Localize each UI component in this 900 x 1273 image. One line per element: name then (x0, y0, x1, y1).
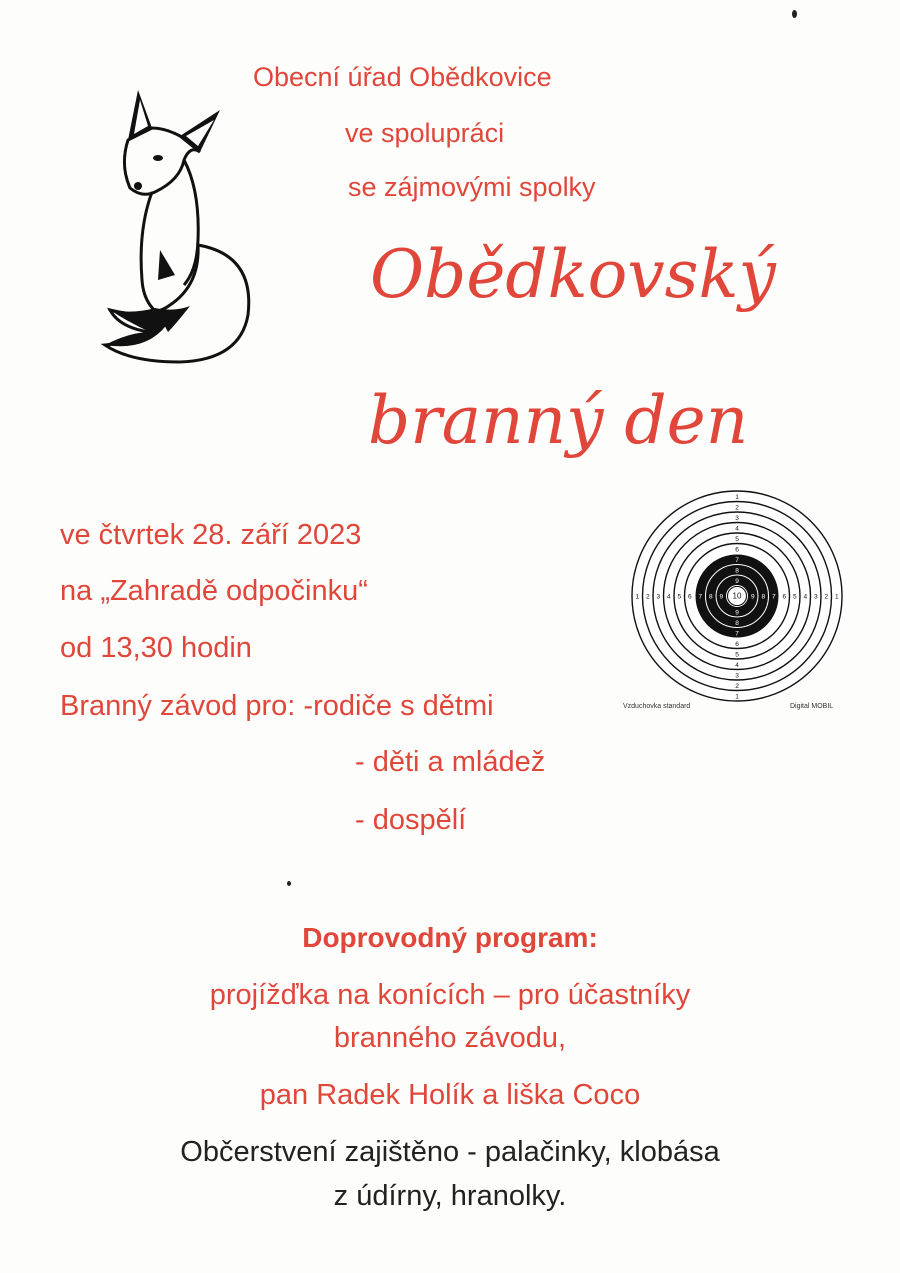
target-ring-number: 5 (677, 593, 682, 601)
program-heading: Doprovodný program: (302, 922, 598, 953)
target-ring-number: 2 (824, 593, 829, 601)
target-ring-number: 6 (782, 593, 787, 601)
event-date: ve čtvrtek 28. září 2023 (60, 519, 362, 551)
target-ring-number: 8 (708, 593, 713, 601)
target-ring-number: 9 (735, 577, 739, 585)
target-ring-number: 4 (803, 593, 808, 601)
target-ring-number: 6 (687, 593, 692, 601)
target-caption-right: Digital MOBIL (790, 703, 834, 710)
target-ring-number: 7 (735, 556, 739, 564)
refreshments-line-1: Občerstvení zajištěno - palačinky, klobása (180, 1136, 720, 1168)
target-ring-number: 8 (761, 593, 766, 601)
target-ring-number: 10 (732, 591, 742, 601)
program-line-2: branného závodu, (333, 1022, 567, 1054)
target-ring-number: 3 (656, 593, 661, 601)
target-ring-number: 2 (735, 504, 739, 512)
target-ring-number: 1 (635, 593, 640, 601)
event-title-line1: Obědkovský (370, 236, 776, 313)
target-ring-number: 6 (735, 546, 739, 554)
program-line-3: pan Radek Holík a liška Coco (259, 1079, 641, 1111)
cooperation-line: ve spolupráci (345, 118, 505, 148)
race-group-youth: - děti a mládež (355, 746, 546, 778)
fox-illustration (80, 70, 280, 380)
target-ring-number: 1 (735, 493, 739, 501)
event-place: na „Zahradě odpočinku“ (60, 575, 368, 607)
scan-speck (792, 10, 797, 18)
target-ring-number: 5 (735, 535, 739, 543)
target-ring-number: 2 (645, 593, 650, 601)
target-ring-number: 5 (792, 593, 797, 601)
target-ring-number: 9 (719, 593, 724, 601)
target-ring-number: 5 (735, 651, 739, 659)
target-ring-number: 1 (834, 593, 839, 601)
scan-speck (287, 881, 291, 886)
race-group-adults: - dospělí (355, 804, 467, 836)
program-line-1: projížďka na konících – pro účastníky (209, 979, 691, 1011)
target-ring-number: 3 (735, 514, 739, 522)
target-caption-left: Vzduchovka standard (623, 703, 691, 710)
organizer-line: Obecní úřad Obědkovice (253, 62, 552, 92)
target-ring-number: 8 (735, 619, 739, 627)
target-ring-number: 8 (735, 567, 739, 575)
target-ring-number: 4 (735, 525, 739, 533)
target-ring-number: 4 (666, 593, 671, 601)
target-ring-number: 7 (698, 593, 703, 601)
target-ring-number: 9 (750, 593, 755, 601)
target-ring-number: 4 (735, 661, 739, 669)
event-time: od 13,30 hodin (60, 632, 252, 664)
target-ring-number: 2 (735, 682, 739, 690)
target-ring-number: 7 (771, 593, 776, 601)
associations-line: se zájmovými spolky (348, 172, 596, 202)
target-ring-number: 3 (813, 593, 818, 601)
race-intro: Branný závod pro: -rodiče s dětmi (60, 690, 494, 722)
target-ring-number: 9 (735, 609, 739, 617)
refreshments-line-2: z údírny, hranolky. (333, 1180, 567, 1212)
target-ring-number: 6 (735, 640, 739, 648)
shooting-target (625, 490, 855, 715)
target-ring-number: 7 (735, 630, 739, 638)
target-ring-number: 3 (735, 672, 739, 680)
event-title-line2: branný den (368, 382, 749, 459)
target-ring-number: 1 (735, 693, 739, 701)
